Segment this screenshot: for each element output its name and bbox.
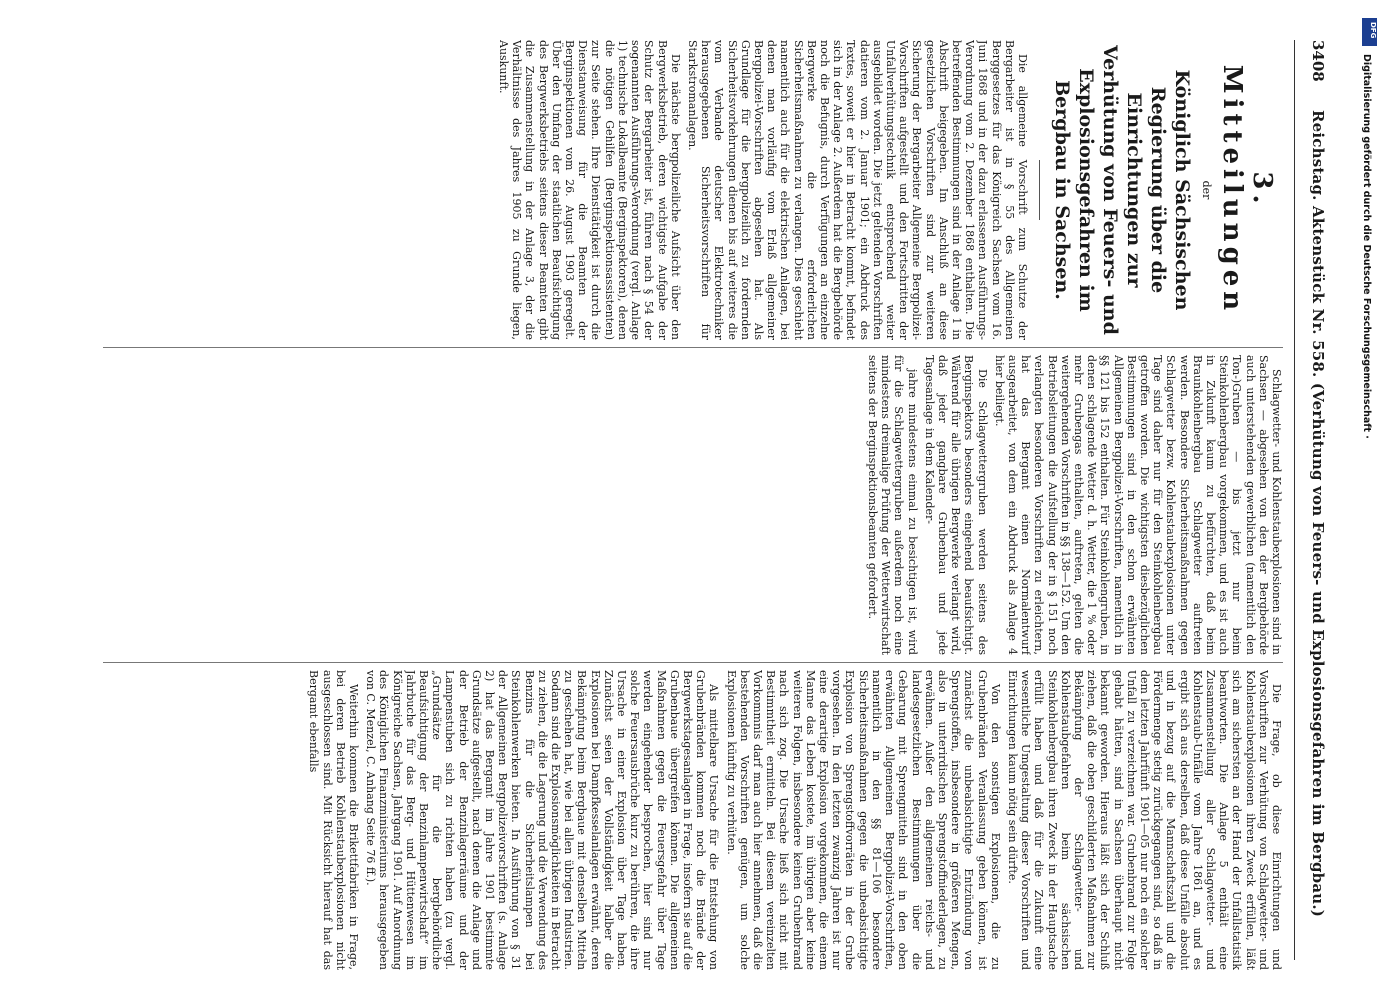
paragraph: Als mittelbare Ursache für die Entstehung von Grubenbränden kommen noch die Brände der Bergwerkstagesanlagen in Frage, insofern sie auf die Grubenbaue übergreifen können. Die allgemeinen Maßnahmen gegen die Feuersgefahr über Tage werden eingehender besprochen, hier sind nur solche Feuersausbrüche kurz zu berühren, die ihre Ursache in einer Explosion über Tage haben. Zunächst seien der Vollständigkeit halber die Explosionen bei Dampfkesselanlagen erwähnt, deren Bekämpfung beim Bergbaue mit denselben Mitteln zu geschehen hat, wie bei allen übrigen Industrien. Sodann sind die Explosionsmöglichkeiten in Betracht zu ziehen, die die Lagerung und die Verwendung des Benzins für die Sicherheitslampen bei Steinkohlenwerken bieten. In Ausführung von § 31 der Allgemeinen Bergpolizeivorschriften (s. Anlage 2) hat das Bergamt im Jahre 1901 bestimmte Grundsätze aufgestellt, nach denen die Anlage und der Betrieb der Benzinlagerräume und der Lampenstuben sich zu richten haben (zu vergl. „Grundsätze für die bergbehördliche Beaufsichtigung der Benzinlampenwirtschaft“ im Jahrbuche für das Berg- und Hüttenwesen im Königreiche Sachsen, Jahrgang 1901. Auf Anordnung des Königlichen Finanzministeriums herausgegeben von C. Menzel, C. Anhang Seite 76 ff.). [364, 670, 721, 970]
column-rule [103, 662, 1283, 663]
text-column-1 [103, 40, 1283, 340]
column-rule [103, 347, 1283, 348]
article-der: der [1200, 180, 1213, 200]
text-column-3 [103, 670, 1283, 970]
paragraph: Von den sonstigen Explosionen, die zu Grubenbränden Veranlassung geben können, ist zunächst die unbeabsichtigte Entzündung von Sprengstoffen, insbesondere in größeren Mengen, also in unterirdischen Sprengstoffniederlagen, zu erwähnen. Außer den allgemeinen reichs- und landesgesetzlichen Bestimmungen über die Gebarung mit Sprengmitteln sind in den oben erwähnten Allgemeinen Bergpolizei-Vorschriften, namentlich in den §§ 81—106 besondere Sicherheitsmaßnahmen gegen die unbeabsichtigte Explosion von Sprengstoffvorräten in der Grube vorgesehen. In den letzten zwanzig Jahren ist nur eine derartige Explosion vorgekommen, die einem Manne das Leben kostete, im übrigen aber keine weiteren Folgen, insbesondere keinen Grubenbrand nach sich zog. Die Ursache ließ sich nicht mit Bestimmtheit ermitteln. Bei diesem vereinzelten Vorkommnis darf man auch hier annehmen, daß die bestehenden Vorschriften genügen, um solche Explosionen künftig zu verhüten. [724, 670, 1002, 970]
article-title: Königlich Sächsischen Regierung über die Einrichtungen zur Verhütung von Feuers- und Explosionsgefahren im Bergbau in Sachsen. [1051, 45, 1193, 335]
paragraph: Die Schlagwettergruben werden seitens des Berginspektors besonders eingehend beaufsichtigt. Während für alle übrigen Bergwerke verlangt wird, daß jeder gangbare Grubenbau und jede Tagesanlage in dem Kalender- [922, 355, 989, 655]
article-number: 3. Mitteilungen [1217, 64, 1277, 316]
paragraph: jahre mindestens einmal zu besichtigen ist, wird für die Schlagwettergruben außerdem noch eine mindestens dreimalige Prüfung der Wetterwirtschaft seitens der Berginspektionsbeamten gefordert. [865, 355, 919, 655]
paragraph: Die nächste bergpolizeiliche Aufsicht über den Bergwerksbetrieb, deren wichtigste Aufgabe der Schutz der Bergarbeiter ist, führen nach § 54 der sogenannten Ausführungs-Verordnung (vergl. Anlage 1) technische Lokalbeamte (Berginspektoren), denen die nötigen Gehilfen (Berginspektionsassistenten) zur Seite stehen. Ihre Diensttätigkeit ist durch die Dienstanweisung für die Beamten der Berginspektionen vom 26. August 1903 geregelt. Über den Umfang der staatlichen Beaufsichtigung des Bergwerksbetriebs seitens dieser Beamten gibt die Zusammenstellung in der Anlage 3, der die Verhältnisse des Jahres 1905 zu Grunde liegen, Auskunft. [497, 40, 682, 340]
paragraph: Die allgemeine Vorschrift zum Schutze der Bergarbeiter ist in § 55 des Allgemeinen Berggesetzes für das Königreich Sachsen vom 16. Juni 1868 und in der dazu erlassenen Ausführungs-Verordnung vom 2. Dezember 1868 enthalten. Die betreffenden Bestimmungen sind in der Anlage 1 in Abschrift beigegeben. Im Anschluß an diese gesetzlichen Vorschriften sind zur weiteren Sicherung der Bergarbeiter Allgemeine Bergpolizei-Vorschriften aufgestellt und den Fortschritten der Unfallverhütungstechnik entsprechend weiter ausgebildet worden. Die jetzt geltenden Vorschriften datieren vom 2. Januar 1901; ein Abdruck des Textes, soweit er hier in Betracht kommt, befindet sich in der Anlage 2. Außerdem hat die Bergbehörde noch die Befugnis, durch Verfügungen an einzelne Bergwerke die erforderlichen Sicherheitsmaßnahmen zu verlangen. Dies geschieht namentlich auch für die elektrischen Anlagen, bei denen man vorläufig vom Erlaß allgemeiner Bergpolizei-Vorschriften abgesehen hat. Als Grundlage für die bergpolizeilich zu fordernden Sicherheitsvorkehrungen dienen bis auf weiteres die vom Verbande deutscher Elektrotechniker herausgegebenen Sicherheitsvorschriften für Starkstromanlagen. [685, 40, 1029, 340]
text-column-2 [103, 355, 1283, 655]
digitization-stamp [1358, 10, 1382, 730]
dfg-logo: DFG [1362, 18, 1377, 46]
digitization-credit: Digitalisierung gefördert durch die Deutsche Forschungsgemeinschaft · [1361, 54, 1372, 439]
running-title: Reichstag. Aktenstück Nr. 558. (Verhütung von Feuers- und Explosionsgefahren im Bergbau.) [1309, 110, 1327, 918]
paragraph: Schlagwetter- und Kohlenstaubexplosionen sind in Sachsen — abgesehen von den der Bergbehörde auch unterstehenden gewerblichen (namentlich den Ton-)Gruben — bis jetzt nur beim Steinkohlenbergbau vorgekommen, und es ist auch in Zukunft kaum zu befürchten, daß beim Braunkohlenbergbau Schlagwetter auftreten werden. Besondere Sicherheitsmaßnahmen gegen Schlagwetter bezw. Kohlenstaubexplosionen unter Tage sind daher nur für den Steinkohlenbergbau getroffen worden. Die wichtigsten diesbezüglichen Bestimmungen sind in den schon erwähnten Allgemeinen Bergpolizei-Vorschriften, namentlich in §§ 121 bis 152 enthalten. Für Steinkohlengruben, in denen schlagende Wetter d. h. Wetter, die 1 % oder mehr Grubengas enthalten, auftreten, gelten die weitergehenden Vorschriften in §§ 138—152. Um den Betriebsleitungen die Aufstellung der in § 151 noch verlangten besonderen Vorschriften zu erleichtern, hat das Bergamt einen Normalentwurf ausgearbeitet, von dem ein Abdruck als Anlage 4 hier beiliegt. [992, 355, 1283, 655]
title-separator [1039, 160, 1040, 220]
page-number: 3408 [1309, 40, 1327, 82]
paragraph: Weiterhin kommen die Brikettfabriken in Frage, bei deren Betrieb Kohlenstaubexplosionen nicht ausgeschlossen sind. Mit Rücksicht hierauf hat das Bergamt ebenfalls [307, 670, 360, 970]
page-header [1294, 40, 1335, 960]
paragraph: Die Frage, ob diese Einrichtungen und Vorschriften zur Verhütung von Schlagwetter- und Kohlenstaubexplosionen ihren Zweck erfüllen, läßt sich am sichersten an der Hand der Unfallstatistik beantworten. Die Anlage 5 enthält eine Zusammenstellung aller Schlagwetter- und Kohlenstaub-Unfälle vom Jahre 1861 an, und es ergibt sich aus derselben, daß diese Unfälle absolut und in bezug auf die Mannschaftszahl und die Fördermenge stetig zurückgegangen sind, so daß in dem letzten Jahrfünft 1901—05 nur noch ein solcher Unfall zu verzeichnen war. Grubenbrand zur Folge gehabt hätten, sind in Sachsen überhaupt nicht bekannt geworden. Hieraus läßt sich der Schluß ziehen, daß die oben geschilderten Maßnahmen zur Bekämpfung der Schlagwetter- und Kohlenstaubgefahren beim sächsischen Steinkohlenbergbau ihren Zweck in der Hauptsache erfüllt haben und daß für die Zukunft eine wesentliche Umgestaltung dieser Vorschriften und Einrichtungen kaum nötig sein dürfte. [1005, 670, 1283, 970]
